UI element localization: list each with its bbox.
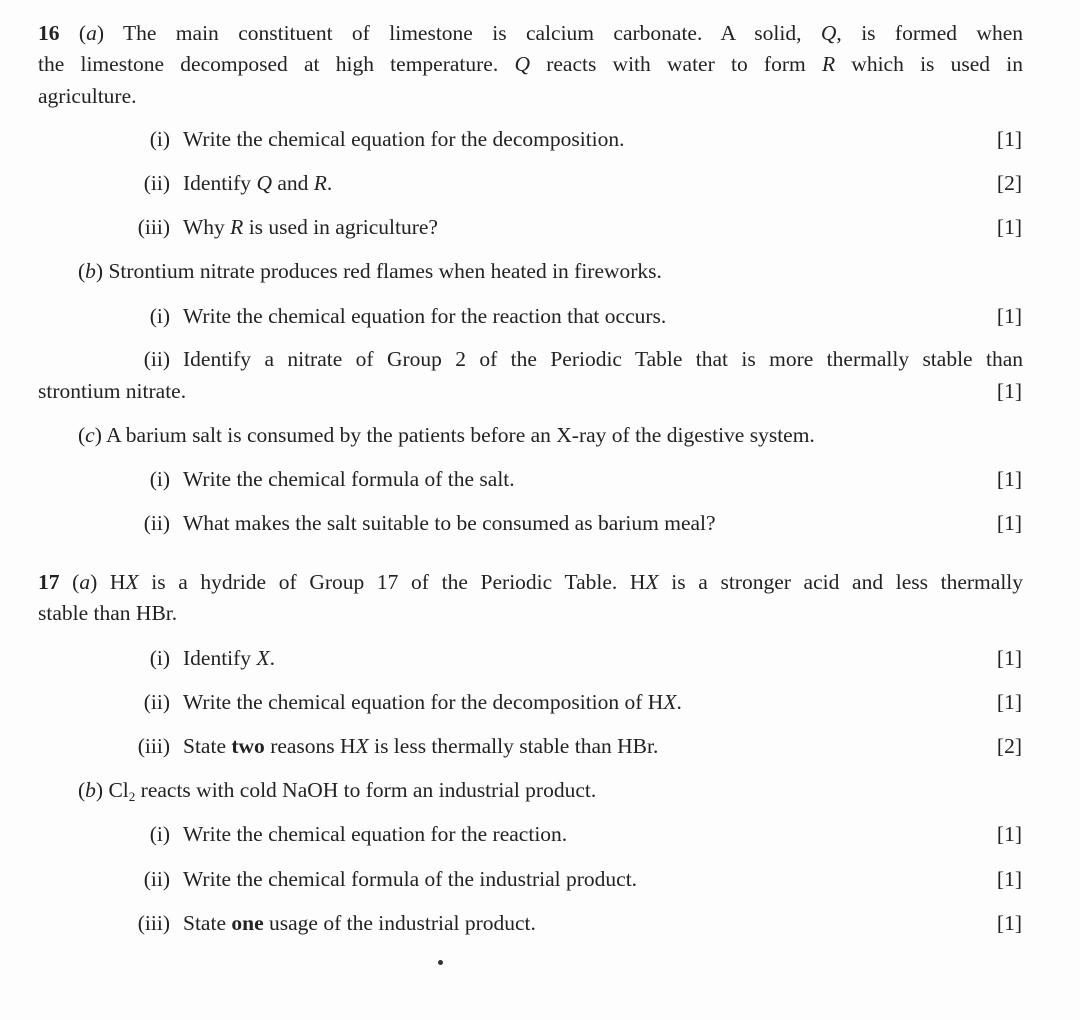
part-num: (i): [149, 646, 170, 670]
q16-stem-line-2: [38, 51, 1023, 77]
text: H: [109, 570, 126, 594]
question-number: 17: [38, 570, 60, 594]
text: A barium salt is consumed by the patients before an X-ray of the digestive system.: [106, 423, 815, 447]
q16b-ii-text-cont: strontium nitrate.: [38, 379, 187, 403]
text: State: [183, 734, 232, 758]
var: X: [355, 734, 369, 758]
part-label: b: [85, 259, 96, 283]
part-num: (i): [149, 467, 170, 491]
marks: [1]: [996, 467, 1022, 491]
q16a-i-text: Write the chemical equation for the decomposition.: [183, 127, 625, 151]
q16b-ii-text: Identify a nitrate of Group 2 of the Periodic Table that is more thermally stable than: [183, 347, 1023, 371]
text: is used in agriculture?: [243, 215, 438, 239]
marks: [1]: [996, 822, 1022, 846]
part-label: a: [79, 570, 91, 594]
var: R: [821, 52, 836, 76]
part-num: (iii): [137, 911, 170, 935]
var: X: [125, 570, 139, 594]
q17b-iii-text: [183, 910, 536, 936]
q16c-i-text: Write the chemical formula of the salt.: [183, 467, 515, 491]
marks: [1]: [996, 690, 1022, 714]
q16-stem-line-3: agriculture.: [38, 84, 137, 108]
var: R: [230, 215, 244, 239]
text: .: [676, 690, 682, 714]
var: R: [313, 171, 327, 195]
text: which is used in: [835, 52, 1023, 76]
part-num: (iii): [137, 215, 170, 239]
text: Identify: [183, 171, 257, 195]
marks: [1]: [996, 867, 1022, 891]
q17-stem-line-2: stable than HBr.: [38, 601, 178, 625]
q17b-i-text: Write the chemical equation for the reaction.: [183, 822, 568, 846]
q16c-ii-text: What makes the salt suitable to be consumed as barium meal?: [183, 511, 716, 535]
text: , is formed when: [836, 21, 1023, 45]
marks: [1]: [996, 215, 1022, 239]
marks: [1]: [996, 911, 1022, 935]
q17a-iii-text: [183, 733, 658, 759]
part-num: (ii): [143, 171, 170, 195]
part-num: (ii): [143, 690, 170, 714]
subscript: 2: [128, 789, 136, 804]
part-label: c: [85, 423, 95, 447]
text: reasons H: [264, 734, 356, 758]
marks: [1]: [996, 379, 1022, 403]
q16b-i-text: Write the chemical equation for the reaction that occurs.: [183, 304, 667, 328]
marks: [2]: [996, 734, 1022, 758]
part-label: a: [86, 21, 97, 45]
part-num: (iii): [137, 734, 170, 758]
marks: [1]: [996, 646, 1022, 670]
q17a-i-text: [183, 645, 275, 671]
text: Why: [183, 215, 231, 239]
q17b-ii-text: Write the chemical formula of the industrial product.: [183, 867, 638, 891]
q16-stem-line-1: 16 (a) The main constituent of limestone is calcium carbonate. A solid, Q, is formed when: [38, 21, 1023, 45]
text: Strontium nitrate produces red flames when heated in fireworks.: [108, 259, 662, 283]
bold-word: one: [231, 911, 264, 935]
text: and: [271, 171, 314, 195]
part-num: (ii): [143, 511, 170, 535]
part-num: (i): [149, 304, 170, 328]
text: Identify: [183, 646, 257, 670]
question-number: 16: [38, 21, 60, 45]
marks: [2]: [996, 171, 1022, 195]
text: is less thermally stable than HBr.: [368, 734, 659, 758]
text: is a stronger acid and less thermally: [658, 570, 1024, 594]
var: Q: [514, 52, 530, 76]
part-num: (ii): [143, 347, 170, 371]
text: reacts with water to form: [529, 52, 822, 76]
q16a-ii-text: [183, 170, 332, 196]
var: Q: [820, 21, 837, 45]
text: The main constituent of limestone is calcium carbonate. A solid,: [122, 21, 821, 45]
marks: [1]: [996, 511, 1022, 535]
q16a-iii-text: [183, 214, 438, 240]
text: .: [269, 646, 275, 670]
part-num: (i): [149, 822, 170, 846]
part-num: (i): [149, 127, 170, 151]
var: Q: [256, 171, 272, 195]
part-label: b: [85, 778, 96, 802]
text: State: [183, 911, 232, 935]
var: X: [645, 570, 659, 594]
text: Write the chemical equation for the decomposition of H: [183, 690, 664, 714]
text: is a hydride of Group 17 of the Periodic Table. H: [138, 570, 646, 594]
text: .: [326, 171, 333, 195]
ink-dot: [438, 960, 443, 965]
q17-stem-line-1: 17 (a) HX is a hydride of Group 17 of the Periodic Table. HX is a stronger acid and less thermally: [38, 570, 1024, 594]
var: X: [256, 646, 270, 670]
part-num: (ii): [143, 867, 170, 891]
bold-word: two: [231, 734, 265, 758]
marks: [1]: [996, 304, 1022, 328]
q16c-stem: (c) A barium salt is consumed by the patients before an X-ray of the digestive system.: [78, 423, 815, 447]
marks: [1]: [996, 127, 1022, 151]
text: the limestone decomposed at high temperature.: [38, 52, 515, 76]
formula: Cl: [108, 778, 129, 802]
q16b-stem: (b) Strontium nitrate produces red flames when heated in fireworks.: [78, 259, 662, 283]
text: reacts with cold NaOH to form an industrial product.: [135, 778, 597, 802]
q17a-ii-text: [183, 689, 682, 715]
var: X: [663, 690, 677, 714]
text: usage of the industrial product.: [263, 911, 536, 935]
q17b-stem: (b) $Cl_2$ reacts with cold NaOH to form an industrial product.: [78, 778, 597, 804]
